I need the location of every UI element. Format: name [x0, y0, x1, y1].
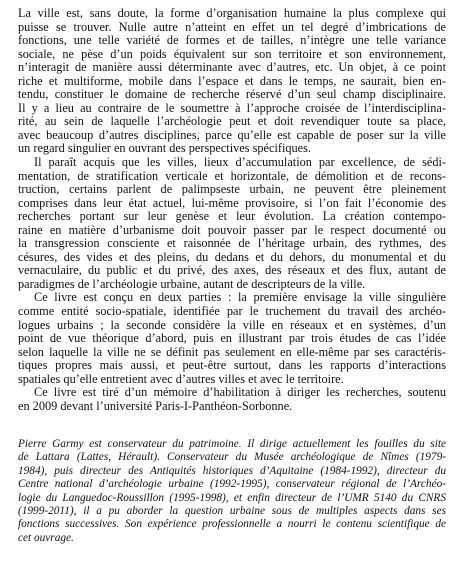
- text-line: n’interagit de manière aussi déterminante avec d’autres, etc. Un objet, à ce point: [18, 61, 446, 75]
- text-line: tendu, constituer le domaine de recherche réservé d’un seul champ disciplinaire.: [18, 88, 446, 102]
- text-line: riche et multiforme, mobile dans l’espace et dans le temps, ne saurait, bien en-: [18, 74, 446, 88]
- text-line: Ce livre est tiré d’un mémoire d’habilitation à diriger les recherches, soutenu: [34, 386, 446, 400]
- text-line: la transgression consciente et raisonnée de l’héritage urbain, des rythmes, des: [18, 237, 446, 251]
- text-line: sociale, ne pèse d’un poids équivalent sur son territoire et son environnement,: [18, 47, 446, 61]
- text-line: Il y a lieu au contraire de le soumettre à l’approche croisée de l’interdisciplina-: [18, 101, 446, 115]
- text-line: comprises dans leur état actuel, lui-même provisoire, si l’on fait l’économie des: [18, 196, 446, 210]
- text-line: recherches portant sur leur genèse et leur évolution. La création contempo-: [18, 210, 446, 224]
- text-line: paradigmes de l’archéologie urbaine, autant de descripteurs de la ville.: [18, 277, 366, 291]
- bio-line: Pierre Garmy est conservateur du patrimoine. Il dirige actuellement les fouilles du site: [18, 438, 446, 450]
- text-line: comme entité socio-spatiale, identifiée par le truchement du travail des archéo-: [18, 305, 446, 319]
- bio-line: logie du Languedoc-Roussillon (1995-1998), et enfin directeur de l’UMR 5140 du CNRS: [18, 491, 446, 504]
- text-line: spatiales qu’elle entretient avec d’autres villes et avec le territoire.: [18, 372, 344, 386]
- text-line: selon laquelle la ville ne se définit pas seulement en elle-même par ses caractéris-: [18, 345, 446, 359]
- bio-line: cet ouvrage.: [18, 531, 74, 544]
- text-line: mentation, de stratification verticale et horizontale, de démolition et de recons-: [18, 169, 446, 183]
- text-line: Ce livre est conçu en deux parties : la première envisage la ville singulière: [34, 291, 446, 305]
- text-line: avec beaucoup d’autres disciplines, parce qu’elle est capable de poser sur la ville: [18, 128, 446, 142]
- text-line: logues urbains ; la seconde considère la ville en réseaux et en systèmes, d’un: [18, 318, 446, 332]
- text-line: truction, certains parlent de palimpseste urbain, ne peuvent être pleinement: [18, 183, 446, 197]
- body-paragraph: [18, 156, 446, 291]
- bio-line: (1999-2011), il a pu aborder la question urbaine sous de multiples aspects dans ses: [18, 505, 446, 518]
- bio-line: Centre national d’archéologie urbaine (1992-1995), conservateur régional de l’Archéo-: [18, 478, 446, 491]
- text-line: rité, au sein de laquelle l’archéologie peut et doit revendiquer toute sa place,: [18, 115, 446, 129]
- text-line: césures, des vides et des pleins, du dedans et du dehors, du monumental et du: [18, 250, 446, 264]
- bio-line: de Lattara (Lattes, Hérault). Conservateur du Musée archéologique de Nîmes (1979-: [18, 451, 446, 464]
- text-line: La ville est, sans doute, la forme d’organisation humaine la plus complexe qui: [18, 7, 446, 20]
- text-line: puisse se trouver. Nulle autre n’atteint en effet un tel degré d’imbrications de: [18, 20, 446, 34]
- body-paragraph: [18, 7, 446, 156]
- text-line: point de vue théorique d’abord, puis en illustrant par trois études de cas l’idée: [18, 332, 446, 346]
- text-line: un regard singulier en ouvrant des perspectives spécifiques.: [18, 142, 311, 156]
- body-paragraph: [18, 291, 446, 386]
- text-line: en 2009 devant l’université Paris-I-Panthéon-Sorbonne.: [18, 399, 293, 413]
- text-line: fonctions, une telle variété de formes et de tailles, n’intègre une telle variance: [18, 34, 446, 48]
- text-line: tiques propres mais aussi, et peut-être surtout, dans les rapports d’interactions: [18, 359, 446, 373]
- body-paragraph: [18, 386, 446, 413]
- text-line: vernaculaire, du public et du privé, des axes, des réseaux et des flux, autant de: [18, 264, 446, 278]
- bio-line: 1984), puis directeur des Antiquités historiques d’Aquitaine (1984-1992), directeur du: [18, 464, 446, 477]
- text-line: Il paraît acquis que les villes, lieux d’accumulation par excellence, de sédi-: [34, 156, 446, 170]
- main-text-block: [18, 7, 446, 413]
- bio-line: fonctions successives. Son expérience professionnelle a nourri le contenu scientifique de: [18, 518, 446, 531]
- author-biography-block: [18, 438, 446, 545]
- text-line: raine en matière d’urbanisme doit pouvoir passer par le respect documenté ou: [18, 223, 446, 237]
